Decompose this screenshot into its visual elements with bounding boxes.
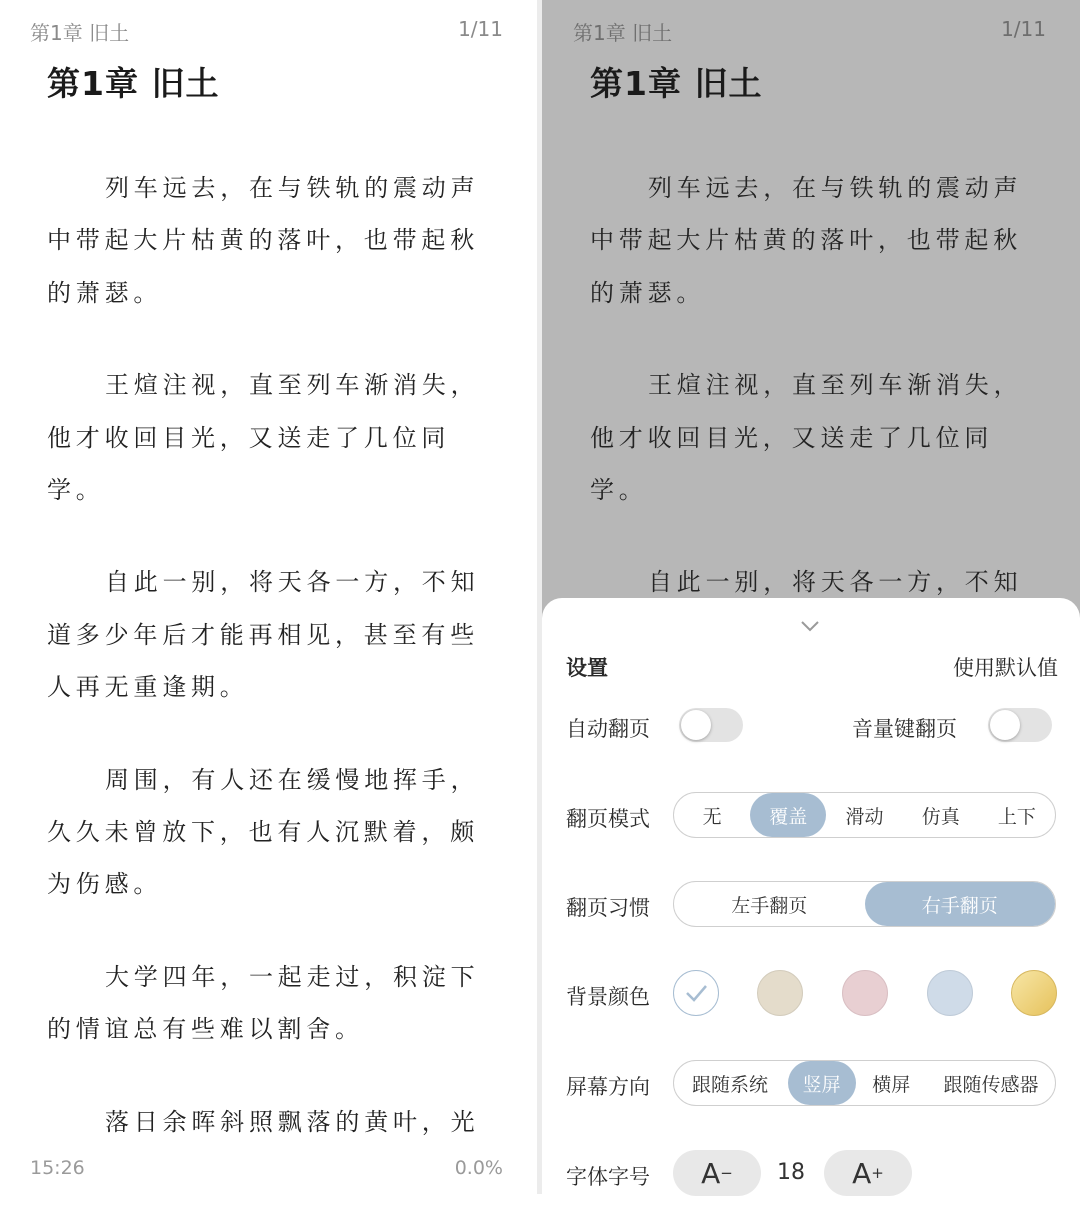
page-habit-selector	[673, 881, 1056, 927]
font-decrease-glyph: A	[701, 1156, 721, 1190]
page-indicator: 1/11	[458, 17, 503, 41]
paragraph: 自此一别，将天各一方，不知道多少年后才能再相见，甚至有些人再无重逢期。	[47, 568, 480, 702]
page-mode-option-cover[interactable]: 覆盖	[750, 793, 826, 837]
toggle-knob	[990, 710, 1020, 740]
paragraph: 自此一别，将天各一方，不知	[648, 568, 1023, 597]
chapter-header: 第1章 旧土	[30, 21, 130, 45]
bg-swatch-white[interactable]	[673, 970, 719, 1016]
chapter-title: 第1章 旧土	[590, 64, 763, 103]
auto-page-toggle[interactable]	[679, 708, 743, 742]
font-increase-glyph: A	[852, 1156, 872, 1190]
paragraph: 落日余晖斜照飘落的黄叶，光	[105, 1107, 480, 1136]
page-mode-option-none[interactable]: 无	[702, 805, 722, 828]
plus-icon: +	[871, 1164, 884, 1182]
bg-swatch-blue[interactable]	[927, 970, 973, 1016]
checkmark-icon	[674, 971, 718, 1015]
chapter-body	[590, 162, 1036, 649]
chapter-body	[47, 162, 493, 1188]
font-decrease-button[interactable]	[673, 1150, 761, 1196]
page-habit-option-right[interactable]: 右手翻页	[865, 882, 1056, 926]
font-increase-button[interactable]	[824, 1150, 912, 1196]
orientation-option-sensor[interactable]: 跟随传感器	[943, 1073, 1039, 1096]
paragraph: 大学四年，一起走过，积淀下的情谊总有些难以割舍。	[47, 962, 480, 1044]
clock-time: 15:26	[30, 1157, 85, 1179]
settings-title: 设置	[566, 656, 608, 680]
orientation-option-portrait[interactable]: 竖屏	[788, 1061, 856, 1105]
paragraph: 列车远去，在与铁轨的震动声中带起大片枯黄的落叶，也带起秋的萧瑟。	[47, 174, 480, 307]
reading-progress: 0.0%	[454, 1157, 503, 1179]
paragraph: 王煊注视，直至列车渐消失，他才收回目光，又送走了几位同学。	[590, 371, 1023, 505]
font-size-label: 字体字号	[566, 1165, 650, 1189]
page-mode-option-vertical[interactable]: 上下	[997, 805, 1036, 828]
orientation-option-landscape[interactable]: 横屏	[872, 1073, 911, 1096]
page-indicator: 1/11	[1001, 17, 1046, 41]
bg-swatch-beige[interactable]	[757, 970, 803, 1016]
paragraph: 列车远去，在与铁轨的震动声中带起大片枯黄的落叶，也带起秋的萧瑟。	[590, 174, 1023, 307]
page-mode-selector	[673, 792, 1056, 838]
orientation-selector	[673, 1060, 1056, 1106]
chevron-down-icon[interactable]	[800, 616, 820, 636]
toggle-knob	[681, 710, 711, 740]
bg-swatch-pink[interactable]	[842, 970, 888, 1016]
page-habit-option-left[interactable]: 左手翻页	[731, 894, 808, 917]
paragraph: 周围，有人还在缓慢地挥手，久久未曾放下，也有人沉默着，颇为伤感。	[47, 765, 480, 899]
font-size-value: 18	[777, 1160, 805, 1185]
orientation-label: 屏幕方向	[566, 1075, 650, 1099]
auto-page-label: 自动翻页	[566, 717, 650, 741]
page-habit-label: 翻页习惯	[566, 896, 650, 920]
reader-page-plain[interactable]	[0, 0, 537, 1194]
reset-defaults-button[interactable]: 使用默认值	[953, 656, 1058, 680]
page-mode-option-simulate[interactable]: 仿真	[921, 805, 960, 828]
page-mode-label: 翻页模式	[566, 807, 650, 831]
settings-panel	[542, 598, 1080, 1218]
orientation-option-system[interactable]: 跟随系统	[691, 1073, 768, 1096]
chapter-header: 第1章 旧土	[573, 21, 673, 45]
volume-key-toggle[interactable]	[988, 708, 1052, 742]
paragraph: 王煊注视，直至列车渐消失，他才收回目光，又送走了几位同学。	[47, 371, 480, 505]
chapter-title: 第1章 旧土	[47, 64, 220, 103]
minus-icon: −	[720, 1164, 733, 1182]
volume-key-label: 音量键翻页	[852, 717, 957, 741]
page-mode-option-slide[interactable]: 滑动	[845, 805, 884, 828]
bg-swatch-gold[interactable]	[1011, 970, 1057, 1016]
bg-color-label: 背景颜色	[566, 985, 650, 1009]
